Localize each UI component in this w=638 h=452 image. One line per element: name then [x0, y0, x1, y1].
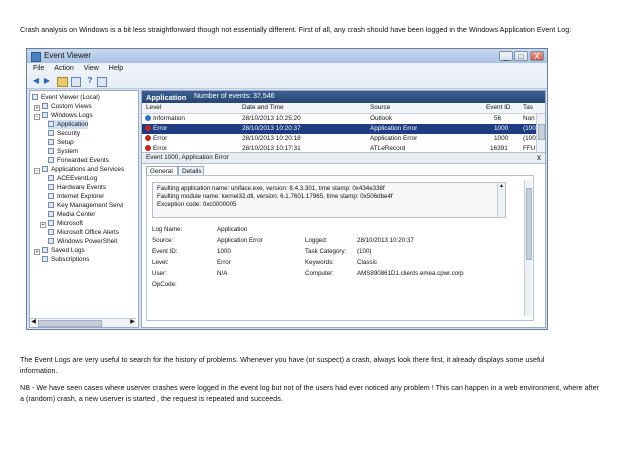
message-scrollbar[interactable]: ▲ — [497, 183, 505, 217]
user-label: User: — [152, 270, 167, 277]
log-icon — [48, 184, 54, 190]
event-detail-header — [142, 152, 545, 164]
event-detail-title: Event 1000, Application Error — [146, 154, 229, 161]
tree-item-hardware-events[interactable]: Hardware Events — [48, 183, 106, 192]
folder-icon — [42, 247, 48, 253]
expand-icon[interactable]: + — [35, 105, 39, 111]
menu-file[interactable]: File — [33, 65, 45, 72]
folder-icon[interactable] — [57, 77, 68, 87]
window-title: Event Viewer — [44, 51, 91, 60]
error-icon — [145, 125, 151, 131]
log-icon — [48, 229, 54, 235]
log-icon — [48, 175, 54, 181]
event-viewer-icon — [32, 94, 38, 100]
event-message-box[interactable] — [152, 182, 506, 218]
event-count: Number of events: 37,546 — [194, 93, 275, 100]
detail-scrollbar[interactable] — [524, 180, 532, 316]
log-icon — [48, 139, 54, 145]
tree-item-applications-and-services[interactable]: − Applications and Services — [35, 166, 125, 174]
level-label: Level: — [152, 259, 169, 266]
tree-item-application[interactable]: Application — [48, 120, 88, 129]
log-icon — [48, 148, 54, 154]
keywords-value: Classic — [357, 259, 377, 266]
tree-item-saved-logs[interactable]: + Saved Logs — [35, 247, 85, 255]
tree-item-microsoft[interactable]: + Microsoft — [41, 220, 83, 228]
intro-paragraph: Crash analysis on Windows is a bit less straightforward though not essentially different. First of all, any crash should have been logged in the Windows Application Event Log: — [20, 25, 572, 34]
information-icon — [145, 115, 151, 121]
collapse-icon[interactable]: − — [35, 114, 39, 120]
list-scrollbar[interactable] — [536, 114, 545, 152]
tree-item-aceeventlog[interactable]: ACEEventLog — [48, 174, 97, 183]
log-name-value: Application — [217, 226, 248, 233]
event-row-selected[interactable]: Error 28/10/2013 10:20:37 Application Error 1000 (100 — [142, 124, 545, 134]
user-value: N/A — [217, 270, 228, 277]
menu-action[interactable]: Action — [54, 65, 74, 72]
minimize-button[interactable]: _ — [499, 51, 513, 61]
tree-item-subscriptions[interactable]: Subscriptions — [42, 255, 89, 264]
scroll-thumb[interactable] — [526, 188, 532, 260]
tree-item-media-center[interactable]: Media Center — [48, 210, 95, 219]
opcode-label: OpCode: — [152, 281, 177, 288]
log-icon — [48, 157, 54, 163]
scroll-thumb[interactable] — [38, 320, 102, 327]
message-line: Exception code: 0xc0000005 — [157, 201, 237, 208]
error-icon — [145, 145, 151, 151]
expand-icon[interactable]: + — [35, 249, 39, 255]
event-row[interactable]: Error 28/10/2013 10:17:31 ATLeRecord 16391 FFU — [142, 144, 545, 151]
message-line: Faulting module name: kernel32.dll, version: 6.1.7601.17965, time stamp: 0x506dbe4f — [157, 193, 393, 200]
tree-item-security[interactable]: Security — [48, 129, 80, 138]
pane-icon[interactable] — [97, 77, 107, 87]
event-id-value: 1000 — [217, 248, 231, 255]
tree-item-internet-explorer[interactable]: Internet Explorer — [48, 192, 104, 201]
log-name: Application — [146, 93, 187, 102]
title-bar — [27, 49, 547, 64]
scroll-left-icon[interactable]: ◀ — [31, 319, 36, 325]
collapse-icon[interactable]: − — [35, 168, 39, 174]
tab-general[interactable]: General — [146, 166, 178, 176]
tab-details[interactable]: Details — [178, 166, 204, 176]
tree-item-windows-powershell[interactable]: Windows PowerShell — [48, 237, 117, 246]
toolbar — [27, 74, 547, 89]
error-icon — [145, 135, 151, 141]
column-event-id[interactable]: Event ID — [486, 104, 511, 111]
subscriptions-icon — [42, 256, 48, 262]
task-category-value: (100) — [357, 248, 372, 255]
log-header — [142, 91, 545, 103]
general-panel — [146, 175, 534, 321]
event-row[interactable]: Information 28/10/2013 10:25:20 Outlook 56 Non — [142, 114, 545, 124]
source-value: Application Error — [217, 237, 263, 244]
tree-item-custom-views[interactable]: + Custom Views — [35, 103, 92, 111]
level-value: Error — [217, 259, 231, 266]
event-id-label: Event ID: — [152, 248, 178, 255]
event-viewer-window — [26, 48, 548, 330]
keywords-label: Keywords: — [305, 259, 334, 266]
content-pane — [141, 90, 546, 328]
navigation-tree — [29, 90, 139, 328]
forward-arrow-icon[interactable]: ▶ — [43, 76, 51, 85]
maximize-button[interactable]: □ — [514, 51, 528, 61]
computer-value: AMS890861D1.clients.emea.cpwr.corp — [357, 270, 464, 277]
tree-item-system[interactable]: System — [48, 147, 78, 156]
event-viewer-icon — [31, 52, 41, 62]
tree-item-setup[interactable]: Setup — [48, 138, 74, 147]
column-headers — [142, 103, 545, 114]
log-icon — [48, 121, 54, 127]
help-icon[interactable]: ? — [87, 76, 93, 85]
close-button[interactable]: X — [530, 51, 544, 61]
logged-value: 28/10/2013 10:20:37 — [357, 237, 414, 244]
log-icon — [48, 211, 54, 217]
computer-label: Computer: — [305, 270, 334, 277]
folder-icon — [42, 103, 48, 109]
folder-icon — [42, 112, 48, 118]
log-name-label: Log Name: — [152, 226, 183, 233]
log-icon — [48, 130, 54, 136]
expand-icon[interactable]: + — [41, 222, 45, 228]
event-row[interactable]: Error 28/10/2013 10:20:18 Application Error 1000 (100 — [142, 134, 545, 144]
properties-icon[interactable] — [71, 77, 81, 87]
tree-horizontal-scrollbar[interactable] — [30, 318, 136, 327]
column-task[interactable]: Tas — [523, 104, 533, 111]
column-source[interactable]: Source — [370, 104, 391, 111]
menu-bar — [27, 63, 547, 74]
log-icon — [48, 238, 54, 244]
menu-view[interactable]: View — [83, 65, 99, 72]
tree-item-event-viewer-local[interactable]: Event Viewer (Local) — [32, 93, 100, 102]
back-arrow-icon[interactable]: ◀ — [32, 76, 40, 85]
scroll-thumb[interactable] — [538, 124, 545, 140]
event-logs-paragraph: The Event Logs are very useful to search for the history of problems. Whenever you have (or suspect) a crash, always look there first, it already displays some useful information. — [20, 355, 545, 375]
log-icon — [48, 193, 54, 199]
column-level[interactable]: Level — [146, 104, 162, 111]
source-label: Source: — [152, 237, 174, 244]
message-line: Faulting application name: uniface.exe, version: 8.4.3.301, time stamp: 0x434e338f — [157, 185, 385, 192]
menu-help[interactable]: Help — [108, 65, 124, 72]
tree-item-windows-logs[interactable]: − Windows Logs — [35, 112, 93, 120]
tree-item-microsoft-office-alerts[interactable]: Microsoft Office Alerts — [48, 228, 119, 237]
column-date-time[interactable]: Date and Time — [242, 104, 284, 111]
folder-icon — [42, 166, 48, 172]
folder-icon — [48, 220, 54, 226]
task-category-label: Task Category: — [305, 248, 347, 255]
logged-label: Logged: — [305, 237, 328, 244]
log-icon — [48, 202, 54, 208]
tree-item-forwarded-events[interactable]: Forwarded Events — [48, 156, 109, 165]
close-detail-icon[interactable]: x — [537, 153, 541, 162]
scroll-right-icon[interactable]: ▶ — [130, 319, 135, 325]
tree-item-key-management[interactable]: Key Management Servi — [48, 201, 123, 210]
nb-paragraph: NB - We have seen cases where userver crashes were logged in the event log but not of the users had ever noticed any problem ! This can happen in a web environment, where after a (random) crash, a new userver is started , the request is repeated and succeeds. — [20, 383, 600, 403]
